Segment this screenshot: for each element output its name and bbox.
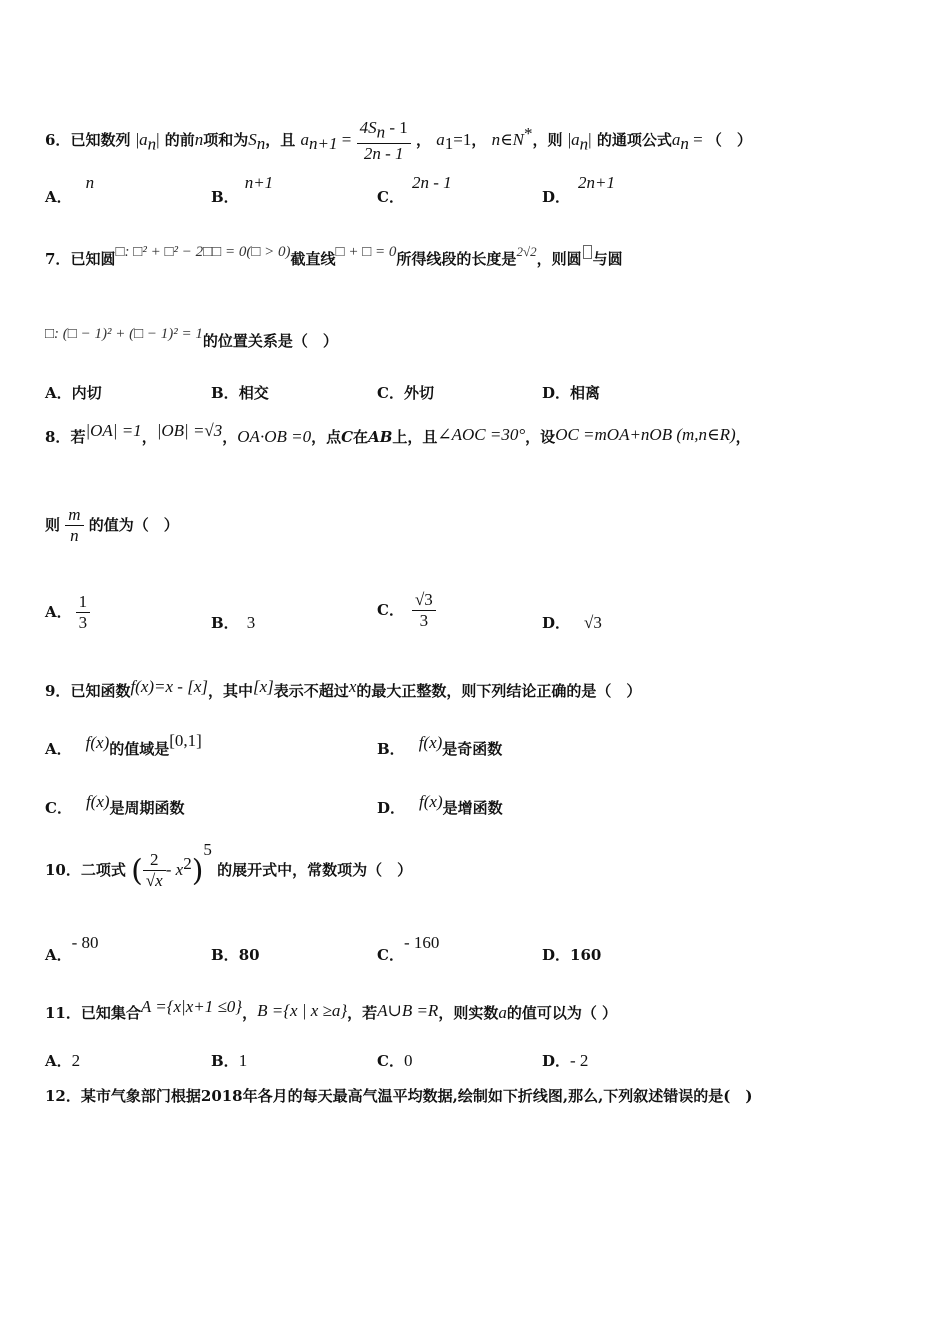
circle-c-equation: □: □² + □² − 2□□ = 0(□ > 0) xyxy=(115,244,291,260)
q11-option-a[interactable]: A．2 xyxy=(45,1051,81,1070)
q7-option-a[interactable]: A．内切 xyxy=(45,384,102,402)
placeholder-symbol-icon xyxy=(583,245,592,259)
question-6: 6．已知数列 $|a_n|$ 的前n项和为$S_n$，且 $a_{n+1}$ = $\frac{4S_n - 1}{2n - 1}$ ， $a_1=1$， n∈N*，则 $|a_n|$ 的通项公式$a_n$ = （ ） xyxy=(45,118,752,163)
q6-option-a[interactable]: A．n xyxy=(45,173,95,206)
question-8-continued: 则 $\frac{m}{n}$ 的值为（ ） xyxy=(45,505,179,546)
q9-option-c[interactable]: C． f(x)是周期函数 xyxy=(45,792,185,817)
q11-option-c[interactable]: C．0 xyxy=(377,1051,413,1070)
q8-option-d[interactable]: D． √3 xyxy=(542,613,602,632)
question-12: 12．某市气象部门根据2018年各月的每天最高气温平均数据,绘制如下折线图,那么,下列叙述错误的是( ) xyxy=(45,1087,753,1105)
q7-option-b[interactable]: B．相交 xyxy=(211,384,269,402)
line-equation: □ + □ = 0 xyxy=(335,244,397,260)
q8-option-c[interactable]: C． $\frac{√3}{3}$ xyxy=(377,590,436,632)
q10-option-c[interactable]: C．- 160 xyxy=(377,933,440,964)
q7-option-d[interactable]: D．相离 xyxy=(542,384,601,402)
q6-option-b[interactable]: B．n+1 xyxy=(211,173,274,206)
q9-option-a[interactable]: A． f(x)的值域是[0,1] xyxy=(45,731,202,758)
question-8: 8．若|OA| =1，|OB| =√3，OA·OB =0，点C在AB上，且∠AOC =30°，设OC =mOA+nOB (m,n∈R)， xyxy=(45,421,751,446)
recurrence-fraction: $\frac{4S_n - 1}{2n - 1}$ xyxy=(357,118,411,164)
binomial-fraction: $\frac{2}{√x}$ xyxy=(143,850,166,892)
q11-option-d[interactable]: D．- 2 xyxy=(542,1051,589,1070)
q10-option-a[interactable]: A．- 80 xyxy=(45,933,99,964)
q9-option-b[interactable]: B． f(x)是奇函数 xyxy=(377,733,503,758)
q8-option-b[interactable]: B． 3 xyxy=(211,613,256,632)
question-9: 9．已知函数f(x)=x - [x]，其中[x]表示不超过x的最大正整数，则下列结论正确的是（ ） xyxy=(45,677,642,700)
question-10: 10．二项式 ( $\frac{2}{√x}$ - $x^2)^5$ 的展开式中，常数项为（ ） xyxy=(45,839,413,891)
m-over-n-fraction: $\frac{m}{n}$ xyxy=(65,505,83,547)
question-7: 7．已知圆□: □² + □² − 2□□ = 0(□ > 0)截直线□ + □ = 0所得线段的长度是2√2，则圆 与圆 xyxy=(45,244,623,268)
question-7-continued: □: (□ − 1)² + (□ − 1)² = 1的位置关系是（ ） xyxy=(45,326,338,350)
circle-d-equation: □: (□ − 1)² + (□ − 1)² = 1 xyxy=(45,326,203,342)
q6-option-c[interactable]: C．2n - 1 xyxy=(377,173,452,206)
q10-option-d[interactable]: D．160 xyxy=(542,946,602,964)
q8-option-a[interactable]: A． $\frac{1}{3}$ xyxy=(45,592,90,634)
q10-option-b[interactable]: B．80 xyxy=(211,946,260,964)
q11-option-b[interactable]: B．1 xyxy=(211,1051,248,1070)
q7-option-c[interactable]: C．外切 xyxy=(377,384,434,402)
q9-option-d[interactable]: D． f(x)是增函数 xyxy=(377,792,503,817)
question-11: 11．已知集合A ={x|x+1 ≤0}，B ={x | x ≥a}，若A∪B =R，则实数a的值可以为（ ） xyxy=(45,997,618,1022)
q6-option-d[interactable]: D．2n+1 xyxy=(542,173,615,206)
